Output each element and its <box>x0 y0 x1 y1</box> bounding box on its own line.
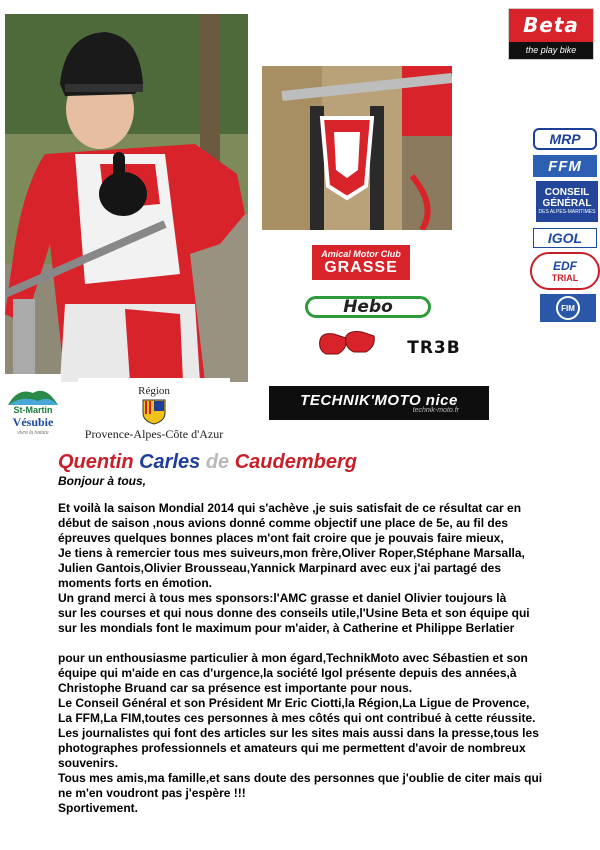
ffm-logo-text: FFM <box>548 157 582 175</box>
body-line: photographes professionnels et amateurs qui me permettent d'avoir de nombreux <box>58 741 526 755</box>
technik-logo-line2: technik-moto.fr <box>412 407 459 414</box>
cg-logo-line2: GÉNÉRAL <box>542 198 592 209</box>
body-line: Les journalistes qui font des articles sur les sites mais aussi dans la presse,tous les <box>58 726 539 740</box>
amc-logo-line2: GRASSE <box>324 258 398 276</box>
body-line: sur les courses et qui nous donne des conseils utile,l'Usine Beta et son équipe qui <box>58 606 530 620</box>
ffm-logo <box>533 155 597 177</box>
title-first-name: Quentin <box>58 451 134 473</box>
stmartin-logo-line1: St-Martin <box>13 404 53 415</box>
body-line: Tous mes amis,ma famille,et sans doute des personnes que j'oublie de citer mais qui <box>58 771 543 785</box>
title-last-name: Caudemberg <box>234 451 357 473</box>
beta-logo-name: Beta <box>523 13 579 38</box>
title-particle: de <box>205 451 230 473</box>
body-line: Le Conseil Général et son Président Mr Eric Ciotti,la Région,La Ligue de Provence, <box>58 696 530 710</box>
technik-moto-logo <box>269 386 489 420</box>
cg-logo-line3: DES ALPES-MARITIMES <box>538 209 596 215</box>
region-logo-line1: Région <box>138 384 170 397</box>
rider-photo <box>5 14 248 382</box>
tr3b-logo <box>396 336 472 360</box>
edf-logo-line2: TRIAL <box>551 273 579 283</box>
body-line: début de saison ,nous avions donné comme objectif une place de 5e, au fil des <box>58 516 509 530</box>
edf-logo-line1: EDF <box>553 259 577 273</box>
tr3b-logo-text: TR3B <box>407 338 461 358</box>
body-line: épreuves quelques bonnes places m'ont fait croire que je pouvais faire mieux, <box>58 531 504 545</box>
bike-photo <box>262 66 452 230</box>
region-paca-logo <box>78 378 230 448</box>
body-line: pour un enthousiasme particulier à mon égard,TechnikMoto avec Sébastien et son <box>58 651 528 665</box>
bike-photo-illustration <box>262 66 452 230</box>
body-line: La FFM,La FIM,toutes ces personnes à mes côtés qui ont contribué à cette réussite. <box>58 711 536 725</box>
igol-logo-text: IGOL <box>547 230 583 246</box>
hebo-logo <box>302 293 434 321</box>
fim-logo-text: FIM <box>561 303 575 313</box>
stmartin-logo-line3: vivre la nature <box>17 429 49 436</box>
st-martin-vesubie-logo <box>5 374 61 444</box>
technik-logo-line1: TECHNIK'MOTO nice <box>300 392 458 409</box>
cg-logo-line1: CONSEIL <box>544 187 590 198</box>
beta-logo-tagline: the play bike <box>509 42 593 59</box>
brake-pads-icon <box>318 330 376 358</box>
body-line: Julien Gantois,Olivier Brousseau,Yannick Marpinard avec eux j'ai partagé des <box>58 561 502 575</box>
mountain-icon <box>8 383 58 405</box>
conseil-general-logo <box>536 181 598 222</box>
mrp-logo-text: MRP <box>549 131 581 147</box>
rider-photo-illustration <box>5 14 248 382</box>
region-logo-line2: Provence-Alpes-Côte d'Azur <box>84 426 224 441</box>
amc-logo-line1: Amical Motor Club <box>321 248 401 259</box>
greeting: Bonjour à tous, <box>58 474 146 488</box>
body-line: sur les mondials font le maximum pour m'aider, à Catherine et Philippe Berlatier <box>58 621 515 635</box>
edf-trial-logo <box>530 252 600 290</box>
body-line: souvenirs. <box>58 756 119 770</box>
igol-logo <box>533 228 597 248</box>
stmartin-logo-line2: Vésubie <box>12 414 54 429</box>
region-shield-icon <box>142 399 166 425</box>
body-line: Je tiens à remercier tous mes suiveurs,mon frère,Oliver Roper,Stéphane Marsalla, <box>58 546 525 560</box>
amc-grasse-logo <box>312 245 410 280</box>
body-line: équipe qui m'aide en cas d'urgence,la société Igol présente depuis des années,à <box>58 666 517 680</box>
body-line: Christophe Bruand car sa présence est importante pour nous. <box>58 681 413 695</box>
body-line: Un grand merci à tous mes sponsors:l'AMC grasse et daniel Olivier toujours là <box>58 591 507 605</box>
body-line: Sportivement. <box>58 801 139 815</box>
page-title <box>58 451 357 474</box>
body-line: Et voilà la saison Mondial 2014 qui s'achève ,je suis satisfait de ce résultat car en <box>58 501 522 515</box>
title-middle-name: Carles <box>139 451 201 473</box>
body-line: ne m'en voudront pas j'espère !!! <box>58 786 246 800</box>
hebo-logo-text: Hebo <box>343 297 393 317</box>
body-line: moments forts en émotion. <box>58 576 213 590</box>
beta-logo <box>508 8 594 60</box>
fim-logo <box>540 294 596 322</box>
mrp-logo <box>533 128 597 150</box>
